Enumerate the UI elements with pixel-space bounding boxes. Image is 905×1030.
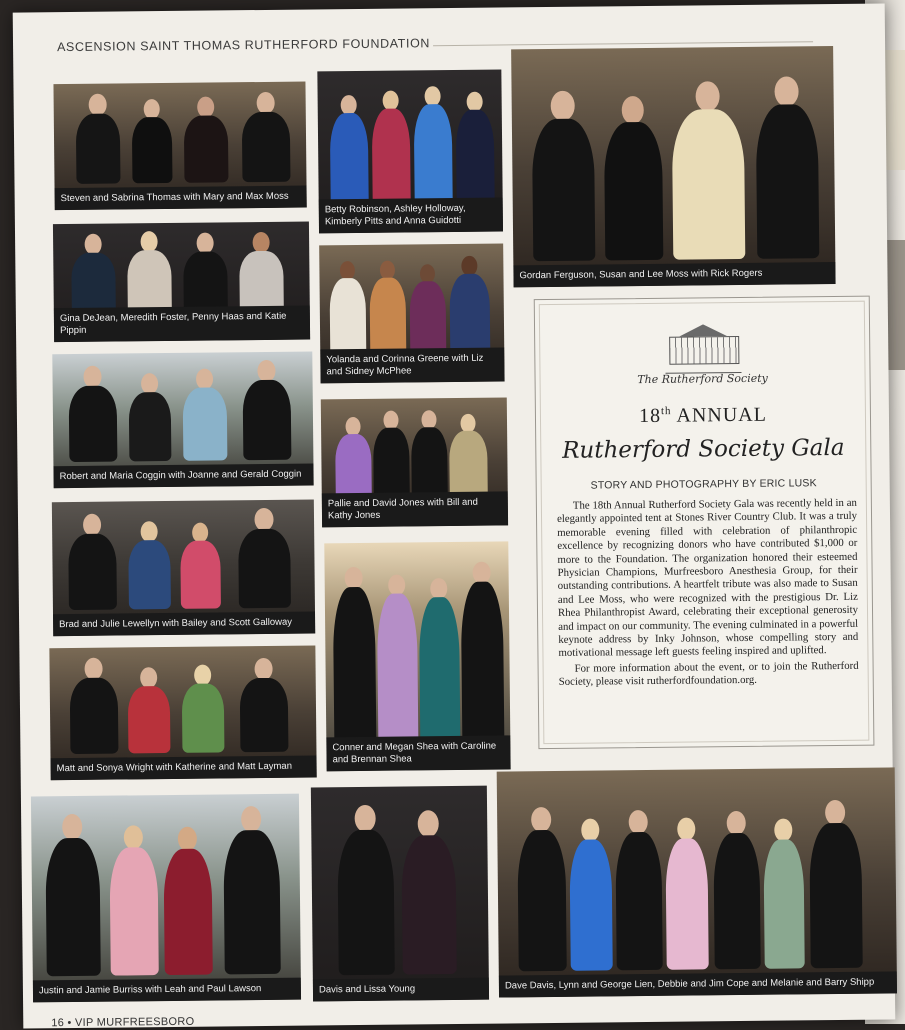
- guest-figure: [763, 818, 805, 968]
- guest-figure: [369, 260, 406, 356]
- guest-figure: [239, 658, 288, 752]
- guest-figure: [569, 818, 613, 970]
- guest-figure: [335, 417, 372, 501]
- story-credit: STORY AND PHOTOGRAPHY BY ERIC LUSK: [590, 477, 817, 492]
- photo-caption: Brad and Julie Lewellyn with Bailey and Scott Galloway: [53, 611, 315, 636]
- photo-6: [52, 351, 313, 488]
- photo-caption: Davis and Lissa Young: [313, 978, 489, 1002]
- guest-figure: [128, 521, 171, 609]
- guest-figure: [69, 658, 118, 754]
- photo-caption: Yolanda and Corinna Greene with Liz and Sidney McPhee: [320, 347, 504, 383]
- logo-roof: [673, 324, 733, 337]
- guest-figure: [755, 76, 819, 259]
- guest-figure: [532, 91, 596, 262]
- photo-8: [52, 499, 315, 636]
- guest-figure: [713, 811, 761, 969]
- logo-house: [669, 336, 739, 365]
- guest-figure: [180, 522, 221, 608]
- guest-figure: [223, 806, 281, 975]
- page-footer: 16 • VIP MURFREESBORO: [51, 1015, 195, 1030]
- guest-figure: [242, 360, 291, 460]
- guest-figure: [517, 807, 567, 971]
- photo-3: [511, 46, 835, 287]
- guest-figure: [242, 92, 291, 182]
- guest-figure: [419, 578, 461, 744]
- guest-figure: [671, 81, 745, 260]
- logo-text: The Rutherford Society: [637, 371, 768, 387]
- annual-number: 18: [638, 404, 662, 428]
- photo-13: [497, 767, 897, 997]
- guest-figure: [239, 232, 284, 314]
- guest-figure: [68, 366, 117, 462]
- guest-figure: [238, 508, 291, 609]
- annual-heading: [536, 403, 870, 429]
- guest-figure: [109, 825, 159, 975]
- photo-caption: Gordan Ferguson, Susan and Lee Moss with Rick Rogers: [513, 262, 835, 287]
- guest-figure: [449, 414, 488, 500]
- magazine-page: [13, 3, 896, 1028]
- photo-7: [321, 397, 508, 527]
- gala-title: Rutherford Society Gala: [562, 434, 845, 464]
- photo-caption: Betty Robinson, Ashley Holloway, Kimberly Pitts and Anna Guidotti: [319, 197, 503, 233]
- photo-1: [53, 82, 306, 211]
- story-box: [534, 296, 875, 749]
- photo-9: [324, 541, 510, 771]
- photo-caption: Pallie and David Jones with Bill and Kathy Jones: [322, 491, 508, 527]
- guest-figure: [460, 561, 504, 743]
- guest-figure: [372, 90, 411, 206]
- guest-figure: [183, 232, 228, 314]
- guest-figure: [665, 817, 709, 969]
- guest-figure: [401, 810, 457, 975]
- guest-figure: [329, 261, 366, 357]
- photo-caption: Robert and Maria Coggin with Joanne and Gerald Coggin: [53, 463, 313, 488]
- photo-11: [31, 794, 301, 1003]
- photo-4: [53, 222, 310, 343]
- rutherford-society-logo: [665, 322, 742, 374]
- guest-figure: [330, 95, 369, 207]
- photo-5: [319, 243, 504, 383]
- guest-figure: [411, 410, 448, 500]
- guest-figure: [76, 93, 121, 183]
- guest-figure: [182, 368, 227, 460]
- guest-figure: [71, 234, 116, 316]
- guest-figure: [182, 664, 225, 752]
- photo-caption: Dave Davis, Lynn and George Lien, Debbie and Jim Cope and Melanie and Barry Shipp: [499, 971, 897, 997]
- guest-figure: [333, 567, 377, 745]
- guest-figure: [184, 96, 229, 182]
- photo-10: [49, 645, 316, 780]
- guest-figure: [413, 86, 452, 206]
- photo-caption: Justin and Jamie Burriss with Leah and Paul Lawson: [33, 978, 301, 1003]
- guest-figure: [373, 410, 410, 500]
- guest-figure: [377, 574, 419, 744]
- guest-figure: [456, 92, 495, 206]
- story-body: [557, 497, 859, 692]
- guest-figure: [45, 814, 101, 977]
- header-rule: [433, 41, 813, 46]
- page-header: ASCENSION SAINT THOMAS RUTHERFORD FOUNDATION: [56, 36, 431, 55]
- guest-figure: [615, 810, 663, 970]
- guest-figure: [68, 514, 117, 610]
- guest-figure: [128, 667, 171, 753]
- story-paragraph-1: The 18th Annual Rutherford Society Gala was recently held in an elegantly appointed tent at Stones River Country Club. It was a truly memorable evening filled with celebration of philanthropic excellence by recognizing donors who have contributed $1,000 or more to the Foundation. The organization honored their esteemed Physician Champions, Murfreesboro Anesthesia Group, for their outstanding contributions. A heartfelt tribute was also made to Susan and Lee Moss, who were recognized with the prestigious Dr. Liz Rhea Philanthropist Award, celebrating their exceptional generosity and impact on our community. The evening culminated in a powerful keynote address by Inky Johnson, whose compelling story and motivational message left guests feeling inspired and uplifted.: [556, 496, 859, 660]
- annual-suffix: th: [660, 405, 672, 418]
- guest-figure: [604, 96, 664, 261]
- guest-figure: [337, 805, 395, 976]
- photo-caption: Steven and Sabrina Thomas with Mary and Max Moss: [55, 186, 307, 211]
- photo-caption: Gina DeJean, Meredith Foster, Penny Haas and Katie Pippin: [54, 305, 310, 342]
- photo-caption: Matt and Sonya Wright with Katherine and Matt Layman: [51, 755, 317, 780]
- annual-word: ANNUAL: [676, 403, 768, 427]
- photo-2: [317, 69, 503, 233]
- guest-figure: [127, 231, 172, 315]
- guest-figure: [809, 800, 863, 969]
- photo-caption: Conner and Megan Shea with Caroline and Brennan Shea: [326, 735, 510, 771]
- guest-figure: [132, 99, 173, 183]
- photo-12: [311, 786, 489, 1002]
- guest-figure: [449, 256, 490, 356]
- story-paragraph-2: For more information about the event, or to join the Rutherford Society, please visit rutherfordfoundation.org.: [558, 659, 859, 689]
- guest-figure: [128, 373, 171, 461]
- guest-figure: [163, 827, 213, 975]
- guest-figure: [409, 264, 446, 356]
